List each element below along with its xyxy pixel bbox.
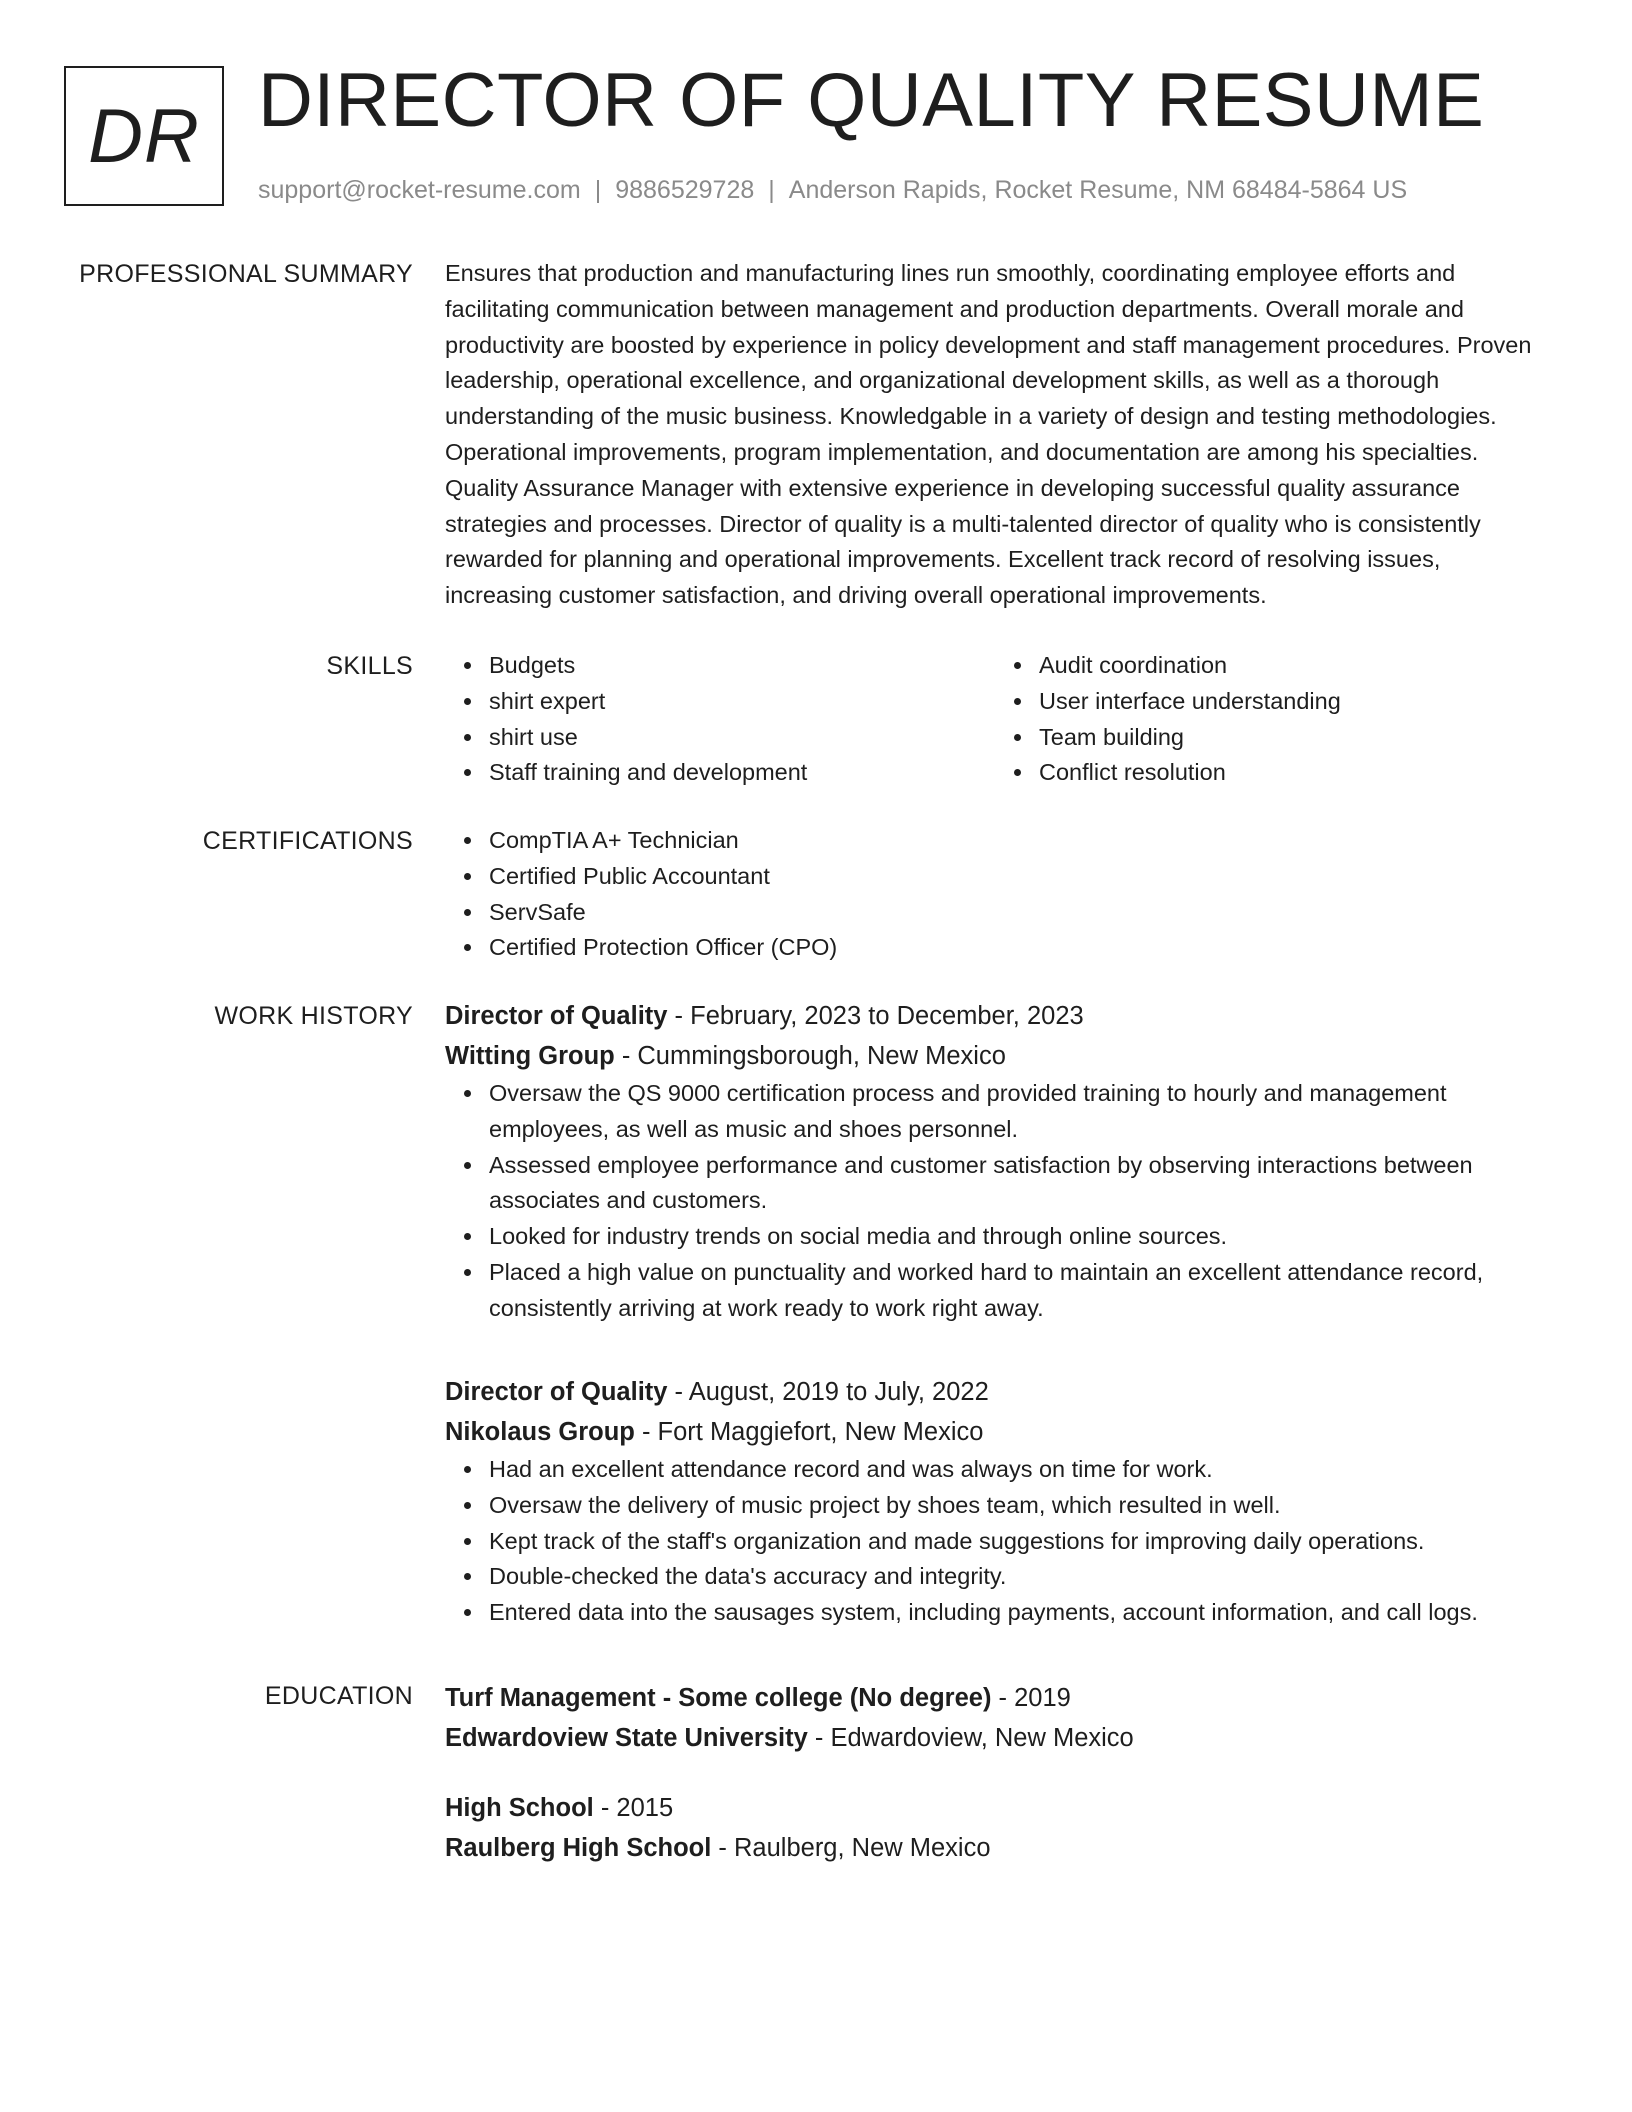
job-duties-list xyxy=(445,1452,1545,1631)
education-degree-line xyxy=(445,1788,1545,1828)
job-title: Director of Quality xyxy=(445,1002,668,1030)
skill-item: Conflict resolution xyxy=(1039,755,1545,791)
job-duties-list xyxy=(445,1076,1545,1327)
job-duty-item: Entered data into the sausages system, including payments, account information, and call logs. xyxy=(489,1595,1545,1631)
certifications-list xyxy=(445,823,1545,966)
summary-text: Ensures that production and manufacturing lines run smoothly, coordinating employee efforts and facilitating communication between management and production departments. Overall morale and productivity are boosted by experience in policy development and staff management procedures. Proven leadership, operational excellence, and organizational development skills, as well as a thorough understanding of the music business. Knowledgable in a variety of design and testing methodologies. Operational improvements, program implementation, and documentation are among his specialties. Quality Assurance Manager with extensive experience in developing successful quality assurance strategies and processes. Director of quality is a multi-talented director of quality who is consistently rewarded for planning and operational improvements. Excellent track record of resolving issues, increasing customer satisfaction, and driving overall operational improvements. xyxy=(445,260,1532,609)
summary-body xyxy=(445,256,1545,614)
job-title-line xyxy=(445,1372,1545,1412)
contact-separator: | xyxy=(594,176,602,204)
job-duty-item: Kept track of the staff's organization and made suggestions for improving daily operations. xyxy=(489,1524,1545,1560)
job-duty-item: Had an excellent attendance record and was always on time for work. xyxy=(489,1452,1545,1488)
skills-list-right xyxy=(995,648,1545,791)
section-label-work-history: WORK HISTORY xyxy=(214,1002,413,1030)
certification-item: Certified Protection Officer (CPO) xyxy=(489,930,1545,966)
section-label-education: EDUCATION xyxy=(264,1682,413,1710)
certification-item: ServSafe xyxy=(489,895,1545,931)
skill-item: Team building xyxy=(1039,720,1545,756)
contact-line xyxy=(258,174,1407,206)
job-location: - Cummingsborough, New Mexico xyxy=(614,1042,1006,1070)
resume-title: DIRECTOR OF QUALITY RESUME xyxy=(258,58,1485,143)
monogram-initials: DR xyxy=(88,93,200,179)
job-company: Nikolaus Group xyxy=(445,1418,635,1446)
skill-item: shirt use xyxy=(489,720,995,756)
education-entry xyxy=(445,1678,1545,1758)
job-title-line xyxy=(445,996,1545,1036)
monogram-badge xyxy=(64,66,224,206)
job-duty-item: Assessed employee performance and customer satisfaction by observing interactions between associates and customers. xyxy=(489,1148,1545,1220)
job-title: Director of Quality xyxy=(445,1378,668,1406)
certification-item: CompTIA A+ Technician xyxy=(489,823,1545,859)
education-degree: Turf Management - Some college (No degree) xyxy=(445,1684,992,1712)
education-entry xyxy=(445,1788,1545,1868)
section-label-certifications: CERTIFICATIONS xyxy=(202,827,413,855)
job-entry-body xyxy=(445,996,1545,1327)
skill-item: Staff training and development xyxy=(489,755,995,791)
contact-address: Anderson Rapids, Rocket Resume, NM 68484-5864 US xyxy=(788,176,1408,204)
skill-item: User interface understanding xyxy=(1039,684,1545,720)
education-school: Edwardoview State University xyxy=(445,1724,808,1752)
education-location: - Raulberg, New Mexico xyxy=(711,1834,991,1862)
job-dates: - August, 2019 to July, 2022 xyxy=(667,1378,989,1406)
job-location: - Fort Maggiefort, New Mexico xyxy=(634,1418,984,1446)
education-school-line xyxy=(445,1828,1545,1868)
education-body xyxy=(445,1678,1545,1868)
job-dates: - February, 2023 to December, 2023 xyxy=(667,1002,1084,1030)
education-location: - Edwardoview, New Mexico xyxy=(807,1724,1134,1752)
skill-item: Audit coordination xyxy=(1039,648,1545,684)
job-duty-item: Looked for industry trends on social media and through online sources. xyxy=(489,1219,1545,1255)
contact-email[interactable]: support@rocket-resume.com xyxy=(258,176,581,204)
certifications-body xyxy=(445,823,1545,966)
skill-item: shirt expert xyxy=(489,684,995,720)
section-label-summary: PROFESSIONAL SUMMARY xyxy=(79,260,413,288)
skill-item: Budgets xyxy=(489,648,995,684)
job-duty-item: Double-checked the data's accuracy and integrity. xyxy=(489,1559,1545,1595)
job-entry-body xyxy=(445,1372,1545,1631)
education-degree: High School xyxy=(445,1794,594,1822)
education-school-line xyxy=(445,1718,1545,1758)
job-company: Witting Group xyxy=(445,1042,615,1070)
section-label-skills: SKILLS xyxy=(326,652,413,680)
education-year: - 2019 xyxy=(991,1684,1071,1712)
certification-item: Certified Public Accountant xyxy=(489,859,1545,895)
education-year: - 2015 xyxy=(593,1794,674,1822)
contact-phone[interactable]: 9886529728 xyxy=(615,176,755,204)
skills-body xyxy=(445,648,1545,791)
job-duty-item: Placed a high value on punctuality and worked hard to maintain an excellent attendance record, consistently arriving at work ready to work right away. xyxy=(489,1255,1545,1327)
job-duty-item: Oversaw the QS 9000 certification process and provided training to hourly and management employees, as well as music and shoes personnel. xyxy=(489,1076,1545,1148)
job-company-line xyxy=(445,1412,1545,1452)
education-school: Raulberg High School xyxy=(445,1834,712,1862)
job-duty-item: Oversaw the delivery of music project by shoes team, which resulted in well. xyxy=(489,1488,1545,1524)
education-degree-line xyxy=(445,1678,1545,1718)
contact-separator: | xyxy=(768,176,775,204)
job-company-line xyxy=(445,1036,1545,1076)
skills-list-left xyxy=(445,648,995,791)
